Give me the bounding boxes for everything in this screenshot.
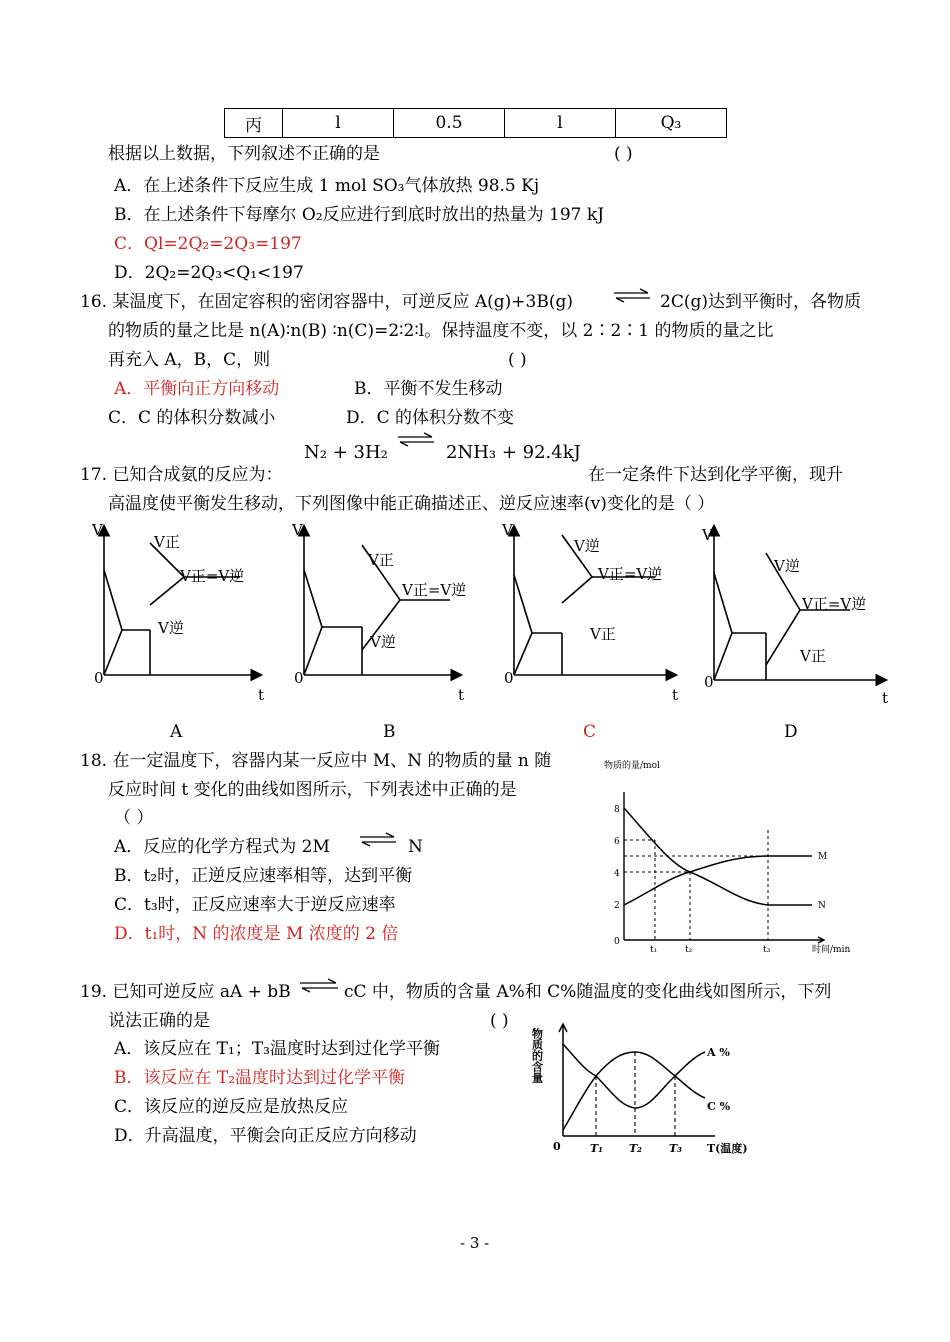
- q18-option-a-product: N: [408, 837, 423, 857]
- q16-option-b: B．平衡不发生移动: [354, 379, 503, 399]
- v-eq-label: V正=V逆: [802, 595, 867, 613]
- answer-paren: ( ): [614, 144, 633, 164]
- series-label-n: N: [818, 901, 826, 911]
- graph-label-c: C: [583, 722, 597, 742]
- q16-line3: 再充入 A，B，C，则: [108, 350, 271, 370]
- q19-option-d: D．升高温度，平衡会向正反应方向移动: [114, 1126, 417, 1146]
- q18-option-c: C．t₃时，正反应速率大于逆反应速率: [114, 895, 396, 915]
- x-tick: t₂: [685, 945, 693, 955]
- q18-option-b: B．t₂时，正逆反应速率相等，达到平衡: [114, 866, 413, 886]
- v-ni-label: V逆: [574, 537, 600, 555]
- q19-line1b: cC 中，物质的含量 A%和 C%随温度的变化曲线如图所示，下列: [344, 982, 832, 1002]
- q17-equation-right: 2NH₃ + 92.4kJ: [446, 442, 581, 463]
- equilibrium-arrow-icon: [612, 288, 652, 304]
- origin-label: 0: [704, 673, 714, 691]
- page-number: - 3 -: [460, 1234, 490, 1252]
- q17-line1b: 在一定条件下达到化学平衡，现升: [588, 465, 843, 485]
- axis-t-label: t: [458, 686, 465, 704]
- graph-a: [104, 527, 260, 675]
- q17-line2: 高温度使平衡发生移动，下列图像中能正确描述正、逆反应速率(v)变化的是（ ）: [108, 494, 715, 514]
- q19-option-a: A．该反应在 T₁；T₃温度时达到过化学平衡: [114, 1039, 440, 1059]
- graph-label-d: D: [784, 722, 798, 742]
- q16-option-d: D．C 的体积分数不变: [346, 408, 515, 428]
- series-label-a: A %: [707, 1046, 730, 1059]
- y-tick: 0: [614, 937, 620, 947]
- axis-v-label: V: [292, 521, 303, 539]
- q15-option-b: B．在上述条件下每摩尔 O₂反应进行到底时放出的热量为 197 kJ: [114, 205, 605, 225]
- q15-stem: 根据以上数据，下列叙述不正确的是: [108, 144, 380, 164]
- y-tick: 2: [614, 901, 620, 911]
- equilibrium-arrow-icon: [396, 432, 436, 448]
- q18-option-d: D．t₁时，N 的浓度是 M 浓度的 2 倍: [114, 924, 399, 944]
- y-tick: 8: [614, 805, 620, 815]
- v-ni-label: V逆: [370, 633, 396, 651]
- graph-b: [304, 527, 460, 675]
- v-eq-label: V正=V逆: [402, 581, 467, 599]
- axis-v-label: V: [702, 526, 713, 544]
- axis-v-label: V: [92, 521, 103, 539]
- q16-option-c: C．C 的体积分数减小: [108, 408, 276, 428]
- y-tick: 6: [614, 837, 620, 847]
- q18-option-a: A．反应的化学方程式为 2M: [114, 837, 330, 857]
- axis-v-label: V: [502, 521, 513, 539]
- chart-xlabel: 时间/min: [812, 945, 851, 955]
- q19-option-b: B．该反应在 T₂温度时达到过化学平衡: [114, 1068, 406, 1088]
- v-zheng-label: V正: [368, 551, 394, 569]
- table-cell: 丙: [225, 109, 283, 138]
- series-a-line: [563, 1044, 705, 1108]
- v-ni-label: V逆: [774, 557, 800, 575]
- q17-equation-left: N₂ + 3H₂: [304, 442, 388, 463]
- q19-line1a: 19. 已知可逆反应 aA + bB: [80, 982, 291, 1002]
- v-zheng-label: V正: [154, 533, 180, 551]
- graph-label-b: B: [383, 722, 396, 742]
- v-zheng-label: V正: [800, 647, 826, 665]
- series-label-m: M: [818, 852, 828, 862]
- table-cell: l: [283, 109, 394, 138]
- x-tick: T₁: [590, 1142, 604, 1155]
- v-ni-label: V逆: [158, 619, 184, 637]
- q15-option-d: D．2Q₂=2Q₃<Q₁<197: [114, 263, 304, 283]
- equilibrium-arrow-icon: [298, 978, 340, 994]
- x-tick: t₃: [763, 945, 771, 955]
- answer-paren: ( ): [508, 350, 527, 370]
- table-cell: l: [505, 109, 616, 138]
- q16-option-a: A．平衡向正方向移动: [114, 379, 280, 399]
- q19-chart: [530, 1018, 770, 1158]
- series-label-c: C %: [707, 1100, 731, 1113]
- axis-t-label: t: [258, 686, 265, 704]
- v-eq-label: V正=V逆: [598, 565, 663, 583]
- q19-line2: 说法正确的是: [108, 1011, 210, 1031]
- origin-label: 0: [294, 669, 304, 687]
- q18-chart: [590, 752, 860, 957]
- table-row: [225, 109, 727, 138]
- chart-xlabel: T(温度): [707, 1142, 748, 1155]
- q19-option-c: C．该反应的逆反应是放热反应: [114, 1097, 349, 1117]
- q17-graphs: [80, 515, 900, 705]
- q18-line2: 反应时间 t 变化的曲线如图所示，下列表述中正确的是: [108, 780, 517, 800]
- series-c-line: [563, 1052, 705, 1130]
- q16-line1b: 2C(g)达到平衡时，各物质: [660, 292, 861, 312]
- origin-label: 0: [94, 669, 104, 687]
- chart-ylabel: 物质的含量: [530, 1028, 544, 1083]
- q18-line1: 18. 在一定温度下，容器内某一反应中 M、N 的物质的量 n 随: [80, 751, 552, 771]
- v-zheng-label: V正: [590, 625, 616, 643]
- axis-t-label: t: [672, 686, 679, 704]
- x-tick: T₃: [669, 1142, 683, 1155]
- v-eq-label: V正=V逆: [180, 567, 245, 585]
- origin-label: 0: [553, 1140, 561, 1153]
- data-table: [224, 108, 727, 138]
- answer-paren: ( ): [490, 1011, 509, 1031]
- q16-line2: 的物质的量之比是 n(A)∶n(B) ∶n(C)=2∶2∶l。保持温度不变，以 2∶2∶1 的物质的量之比: [108, 321, 774, 341]
- q16-line1a: 16. 某温度下，在固定容积的密闭容器中，可逆反应 A(g)+3B(g): [80, 292, 573, 312]
- q17-line1a: 17. 已知合成氨的反应为：: [80, 465, 283, 485]
- equilibrium-arrow-icon: [358, 832, 398, 848]
- q15-option-a: A．在上述条件下反应生成 1 mol SO₃气体放热 98.5 Kj: [114, 176, 540, 196]
- table-cell: 0.5: [394, 109, 505, 138]
- q15-option-c: C．Ql=2Q₂=2Q₃=197: [114, 234, 302, 254]
- series-n-line: [624, 856, 812, 905]
- answer-paren: （ ）: [114, 808, 154, 828]
- x-tick: t₁: [650, 945, 658, 955]
- origin-label: 0: [504, 669, 514, 687]
- table-cell: Q₃: [616, 109, 727, 138]
- axis-t-label: t: [882, 689, 889, 707]
- x-tick: T₂: [629, 1142, 643, 1155]
- y-tick: 4: [614, 869, 620, 879]
- graph-label-a: A: [170, 722, 183, 742]
- chart-ylabel: 物质的量/mol: [604, 761, 660, 771]
